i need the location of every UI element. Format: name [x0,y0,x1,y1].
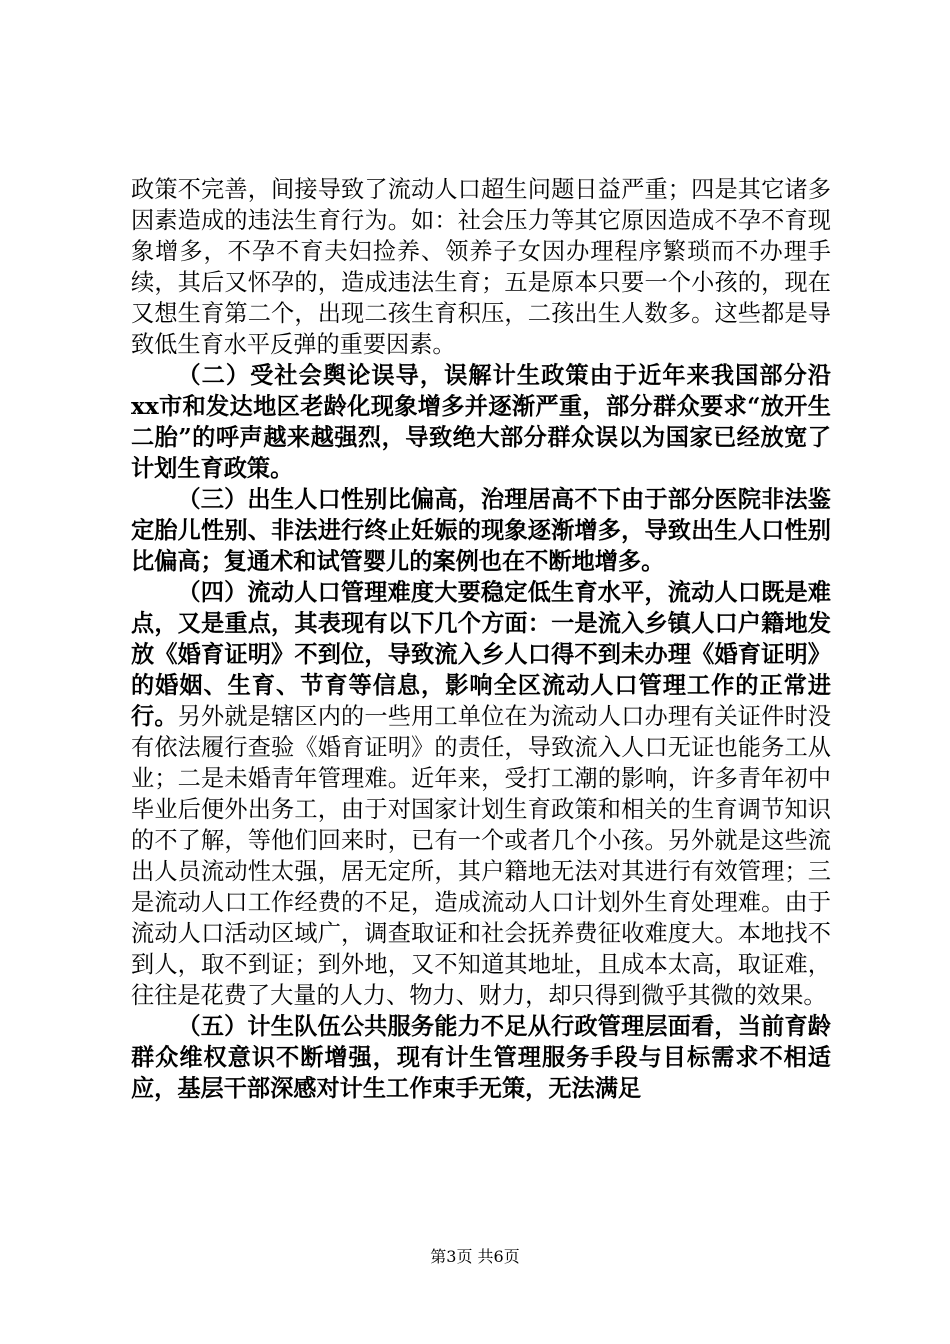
page-footer: 第3页 共6页 [430,1247,520,1266]
paragraph-section-5: （五）计生队伍公共服务能力不足从行政管理层面看，当前育龄群众维权意识不断增强，现有计生管理服务手段与目标需求不相适应，基层干部深感对计生工作束手无策，无法满足 [131,1013,831,1102]
paragraph-section-2: （二）受社会舆论误导，误解计生政策由于近年来我国部分沿xx市和发达地区老龄化现象增多并逐渐严重，部分群众要求“放开生二胎”的呼声越来越强烈，导致绝大部分群众误以为国家已经放宽了计划生育政策。 [131,362,831,482]
paragraph-section-4 [131,577,831,1011]
paragraph-section-3: （三）出生人口性别比偏高，治理居高不下由于部分医院非法鉴定胎儿性别、非法进行终止妊娠的现象逐渐增多，导致出生人口性别比偏高；复通术和试管婴儿的案例也在不断地增多。 [131,486,831,575]
document-body [131,174,831,1104]
paragraph-section-4-bold: （四）流动人口管理难度大要稳定低生育水平，流动人口既是难点，又是重点，其表现有以下几个方面：一是流入乡镇人口户籍地发放《婚育证明》不到位，导致流入乡人口得不到未办理《婚育证明》的婚姻、生育、节育等信息，影响全区流动人口管理工作的正常进行。 [131,579,831,730]
paragraph-continuation: 政策不完善，间接导致了流动人口超生问题日益严重；四是其它诸多因素造成的违法生育行为。如：社会压力等其它原因造成不孕不育现象增多，不孕不育夫妇捡养、领养子女因办理程序繁琐而不办理手续，其后又怀孕的，造成违法生育；五是原本只要一个小孩的，现在又想生育第二个，出现二孩生育积压，二孩出生人数多。这些都是导致低生育水平反弹的重要因素。 [131,176,831,358]
paragraph-section-4-normal: 另外就是辖区内的一些用工单位在为流动人口办理有关证件时没有依法履行查验《婚育证明》的责任，导致流入人口无证也能务工从业；二是未婚青年管理难。近年来，受打工潮的影响，许多青年初中毕业后便外出务工，由于对国家计划生育政策和相关的生育调节知识的不了解，等他们回来时，已有一个或者几个小孩。另外就是这些流出人员流动性太强，居无定所，其户籍地无法对其进行有效管理；三是流动人口工作经费的不足，造成流动人口计划外生育处理难。由于流动人口活动区域广，调查取证和社会抚养费征收难度大。本地找不到人，取不到证；到外地，又不知道其地址，且成本太高，取证难，往往是花费了大量的人力、物力、财力，却只得到微乎其微的效果。 [131,703,832,1009]
